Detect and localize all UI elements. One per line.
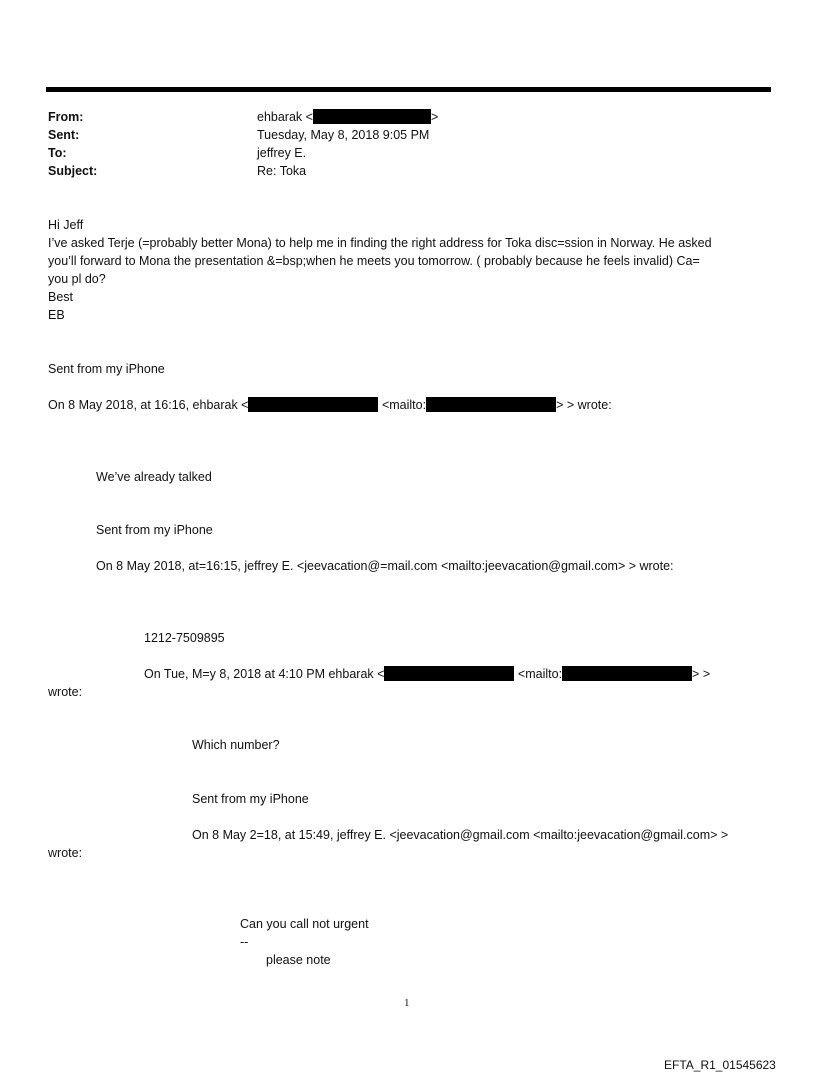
quote2-text: 1212-7509895 (144, 631, 225, 645)
quote3-signature: Sent from my iPhone (192, 792, 309, 806)
document-id: EFTA_R1_01545623 (664, 1058, 776, 1072)
body-line: Best (48, 290, 74, 304)
to-label: To: (48, 146, 67, 160)
to-value: jeffrey E. (257, 146, 307, 160)
quote1-reply-intro: On 8 May 2018, at=16:15, jeffrey E. <jeevacation@=mail.com <mailto:jeevacation@gmail.com> > wrote: (96, 559, 674, 573)
quote2-intro-prefix: On Tue, M=y 8, 2018 at 4:10 PM ehbarak < (144, 667, 385, 681)
sent-label: Sent: (48, 128, 80, 142)
sent-value: Tuesday, May 8, 2018 9:05 PM (257, 128, 430, 142)
from-value-prefix: ehbarak < (257, 110, 313, 124)
body-signature: Sent from my iPhone (48, 362, 165, 376)
body-line: you’ll forward to Mona the presentation &=bsp;when he meets you tomorrow. ( probably because he feels invalid) Ca= (48, 254, 700, 268)
page-number: 1 (404, 997, 410, 1009)
redaction-box (426, 397, 556, 412)
quote1-intro-mailto: <mailto: (381, 398, 427, 412)
quote1-text: We’ve already talked (96, 470, 212, 484)
from-value-suffix: > (430, 110, 439, 124)
quote2-intro-suffix: > > (692, 667, 711, 681)
quote3-text: Which number? (192, 738, 280, 752)
from-label: From: (48, 110, 84, 124)
quote4-separator: -- (240, 935, 249, 949)
redaction-box (562, 666, 692, 681)
body-line: EB (48, 308, 65, 322)
quote1-intro (48, 396, 612, 414)
body-line: Hi Jeff (48, 218, 84, 232)
quote3-intro: On 8 May 2=18, at 15:49, jeffrey E. <jeevacation@gmail.com <mailto:jeevacation@gmail.com> > (192, 828, 729, 842)
redaction-box (384, 666, 514, 681)
quote4-text: Can you call not urgent (240, 917, 369, 931)
quote4-note: please note (266, 953, 331, 967)
quote1-intro-prefix: On 8 May 2018, at 16:16, ehbarak < (48, 398, 249, 412)
redaction-box (313, 109, 431, 124)
subject-value: Re: Toka (257, 164, 307, 178)
quote1-intro-suffix: > > wrote: (556, 398, 612, 412)
body-line: I’ve asked Terje (=probably better Mona) to help me in finding the right address for Toka disc=ssion in Norway. He asked (48, 236, 712, 250)
quote2-intro-mailto: <mailto: (517, 667, 563, 681)
quote2-wrote: wrote: (48, 685, 83, 699)
header-rule (46, 87, 771, 92)
body-line: you pl do? (48, 272, 106, 286)
redaction-box (248, 397, 378, 412)
subject-label: Subject: (48, 164, 98, 178)
quote1-signature: Sent from my iPhone (96, 523, 213, 537)
quote2-intro (144, 665, 710, 683)
quote3-wrote: wrote: (48, 846, 83, 860)
from-value (257, 108, 438, 126)
